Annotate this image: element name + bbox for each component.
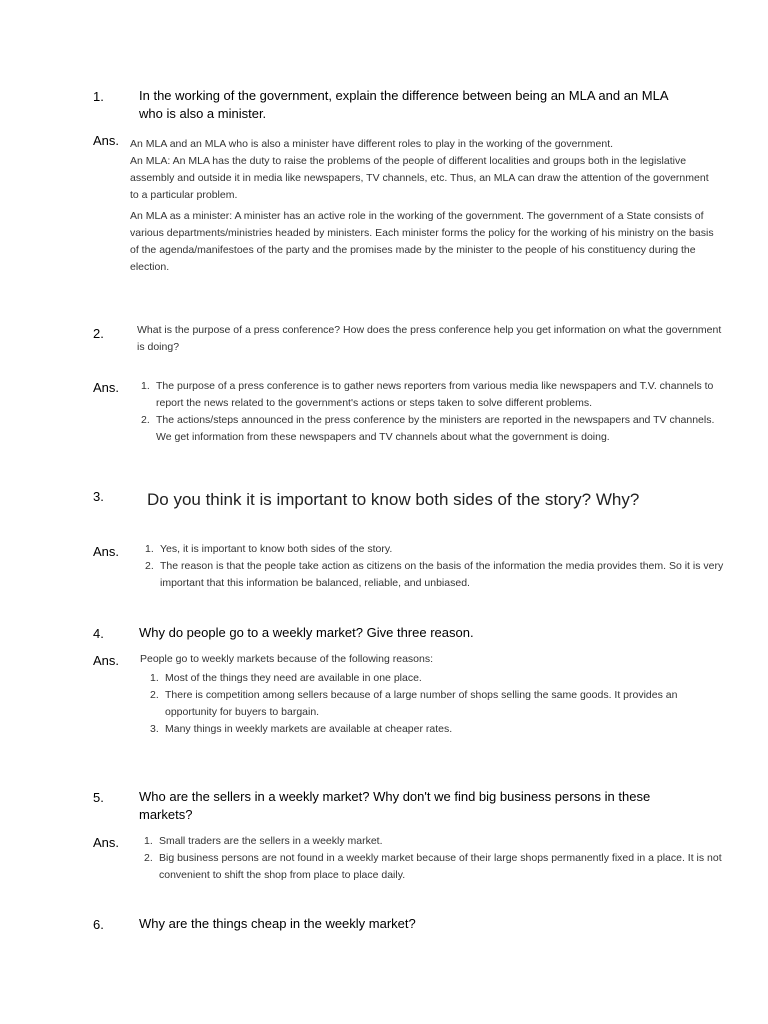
answer-block — [130, 136, 720, 276]
question-text: Do you think it is important to know both sides of the story? Why? — [147, 490, 640, 509]
list-item: 2. The reason is that the people take action as citizens on the basis of the information the media provides them. So it is very important that this information be balanced, reliable, and unbiased. — [145, 560, 724, 589]
question-number: 3. — [93, 489, 104, 504]
answer-label: Ans. — [93, 835, 120, 850]
question-text: What is the purpose of a press conference? How does the press conference help you get information on what the government is doing? — [137, 324, 722, 353]
list-item: 1. Yes, it is important to know both sides of the story. — [145, 543, 393, 555]
answer-block — [141, 378, 726, 446]
list-item: 3. Many things in weekly markets are available at cheaper rates. — [150, 723, 453, 735]
question-number: 4. — [93, 626, 104, 641]
list-item: 2. The actions/steps announced in the press conference by the ministers are reported in the newspapers and TV channels. We get information from these newspapers and TV channels about what the government is doing. — [141, 414, 715, 443]
answer-block — [140, 651, 725, 738]
question-number: 5. — [93, 790, 104, 805]
answer-intro: People go to weekly markets because of the following reasons: — [140, 653, 434, 665]
list-item: 1. Small traders are the sellers in a weekly market. — [144, 835, 383, 847]
answer-label: Ans. — [93, 133, 120, 148]
list-item: 2. There is competition among sellers because of a large number of shops selling the same goods. It provides an opportunity for buyers to bargain. — [150, 689, 678, 718]
answer-paragraph: An MLA and an MLA who is also a minister have different roles to play in the working of the government. — [130, 138, 614, 150]
answer-block — [145, 541, 730, 592]
list-item: 1. Most of the things they need are available in one place. — [150, 672, 422, 684]
question-number: 6. — [93, 917, 104, 932]
answer-label: Ans. — [93, 544, 120, 559]
list-item: 2. Big business persons are not found in a weekly market because of their large shops permanently fixed in a place. It is not convenient to shift the shop from place to place daily. — [144, 852, 722, 881]
question-number: 1. — [93, 89, 104, 104]
answer-label: Ans. — [93, 653, 120, 668]
list-item: 1. The purpose of a press conference is to gather news reporters from various media like newspapers and T.V. channels to report the news related to the government's actions or steps taken to solve different problems. — [141, 380, 714, 409]
answer-paragraph: An MLA as a minister: A minister has an active role in the working of the government. The government of a State consists of various departments/ministries headed by ministers. Each minister forms the policy for the working of his ministry on the basis of the agenda/manifestoes of the party and the promises made by the minister to the people of his constituency during the election. — [130, 210, 714, 273]
answer-label: Ans. — [93, 380, 120, 395]
question-number: 2. — [93, 326, 104, 341]
question-text: Why do people go to a weekly market? Give three reason. — [139, 625, 474, 640]
answer-paragraph: An MLA: An MLA has the duty to raise the problems of the people of different localities and groups both in the legislative assembly and outside it in media like newspapers, TV channels, etc. Thus, an MLA can draw the attention of the government to a particular problem. — [130, 155, 709, 201]
question-text: In the working of the government, explain the difference between being an MLA and an MLA who is also a minister. — [139, 88, 668, 121]
answer-block — [144, 833, 729, 884]
question-text: Who are the sellers in a weekly market? Why don't we find big business persons in these markets? — [139, 789, 651, 822]
question-text: Why are the things cheap in the weekly market? — [139, 916, 416, 931]
